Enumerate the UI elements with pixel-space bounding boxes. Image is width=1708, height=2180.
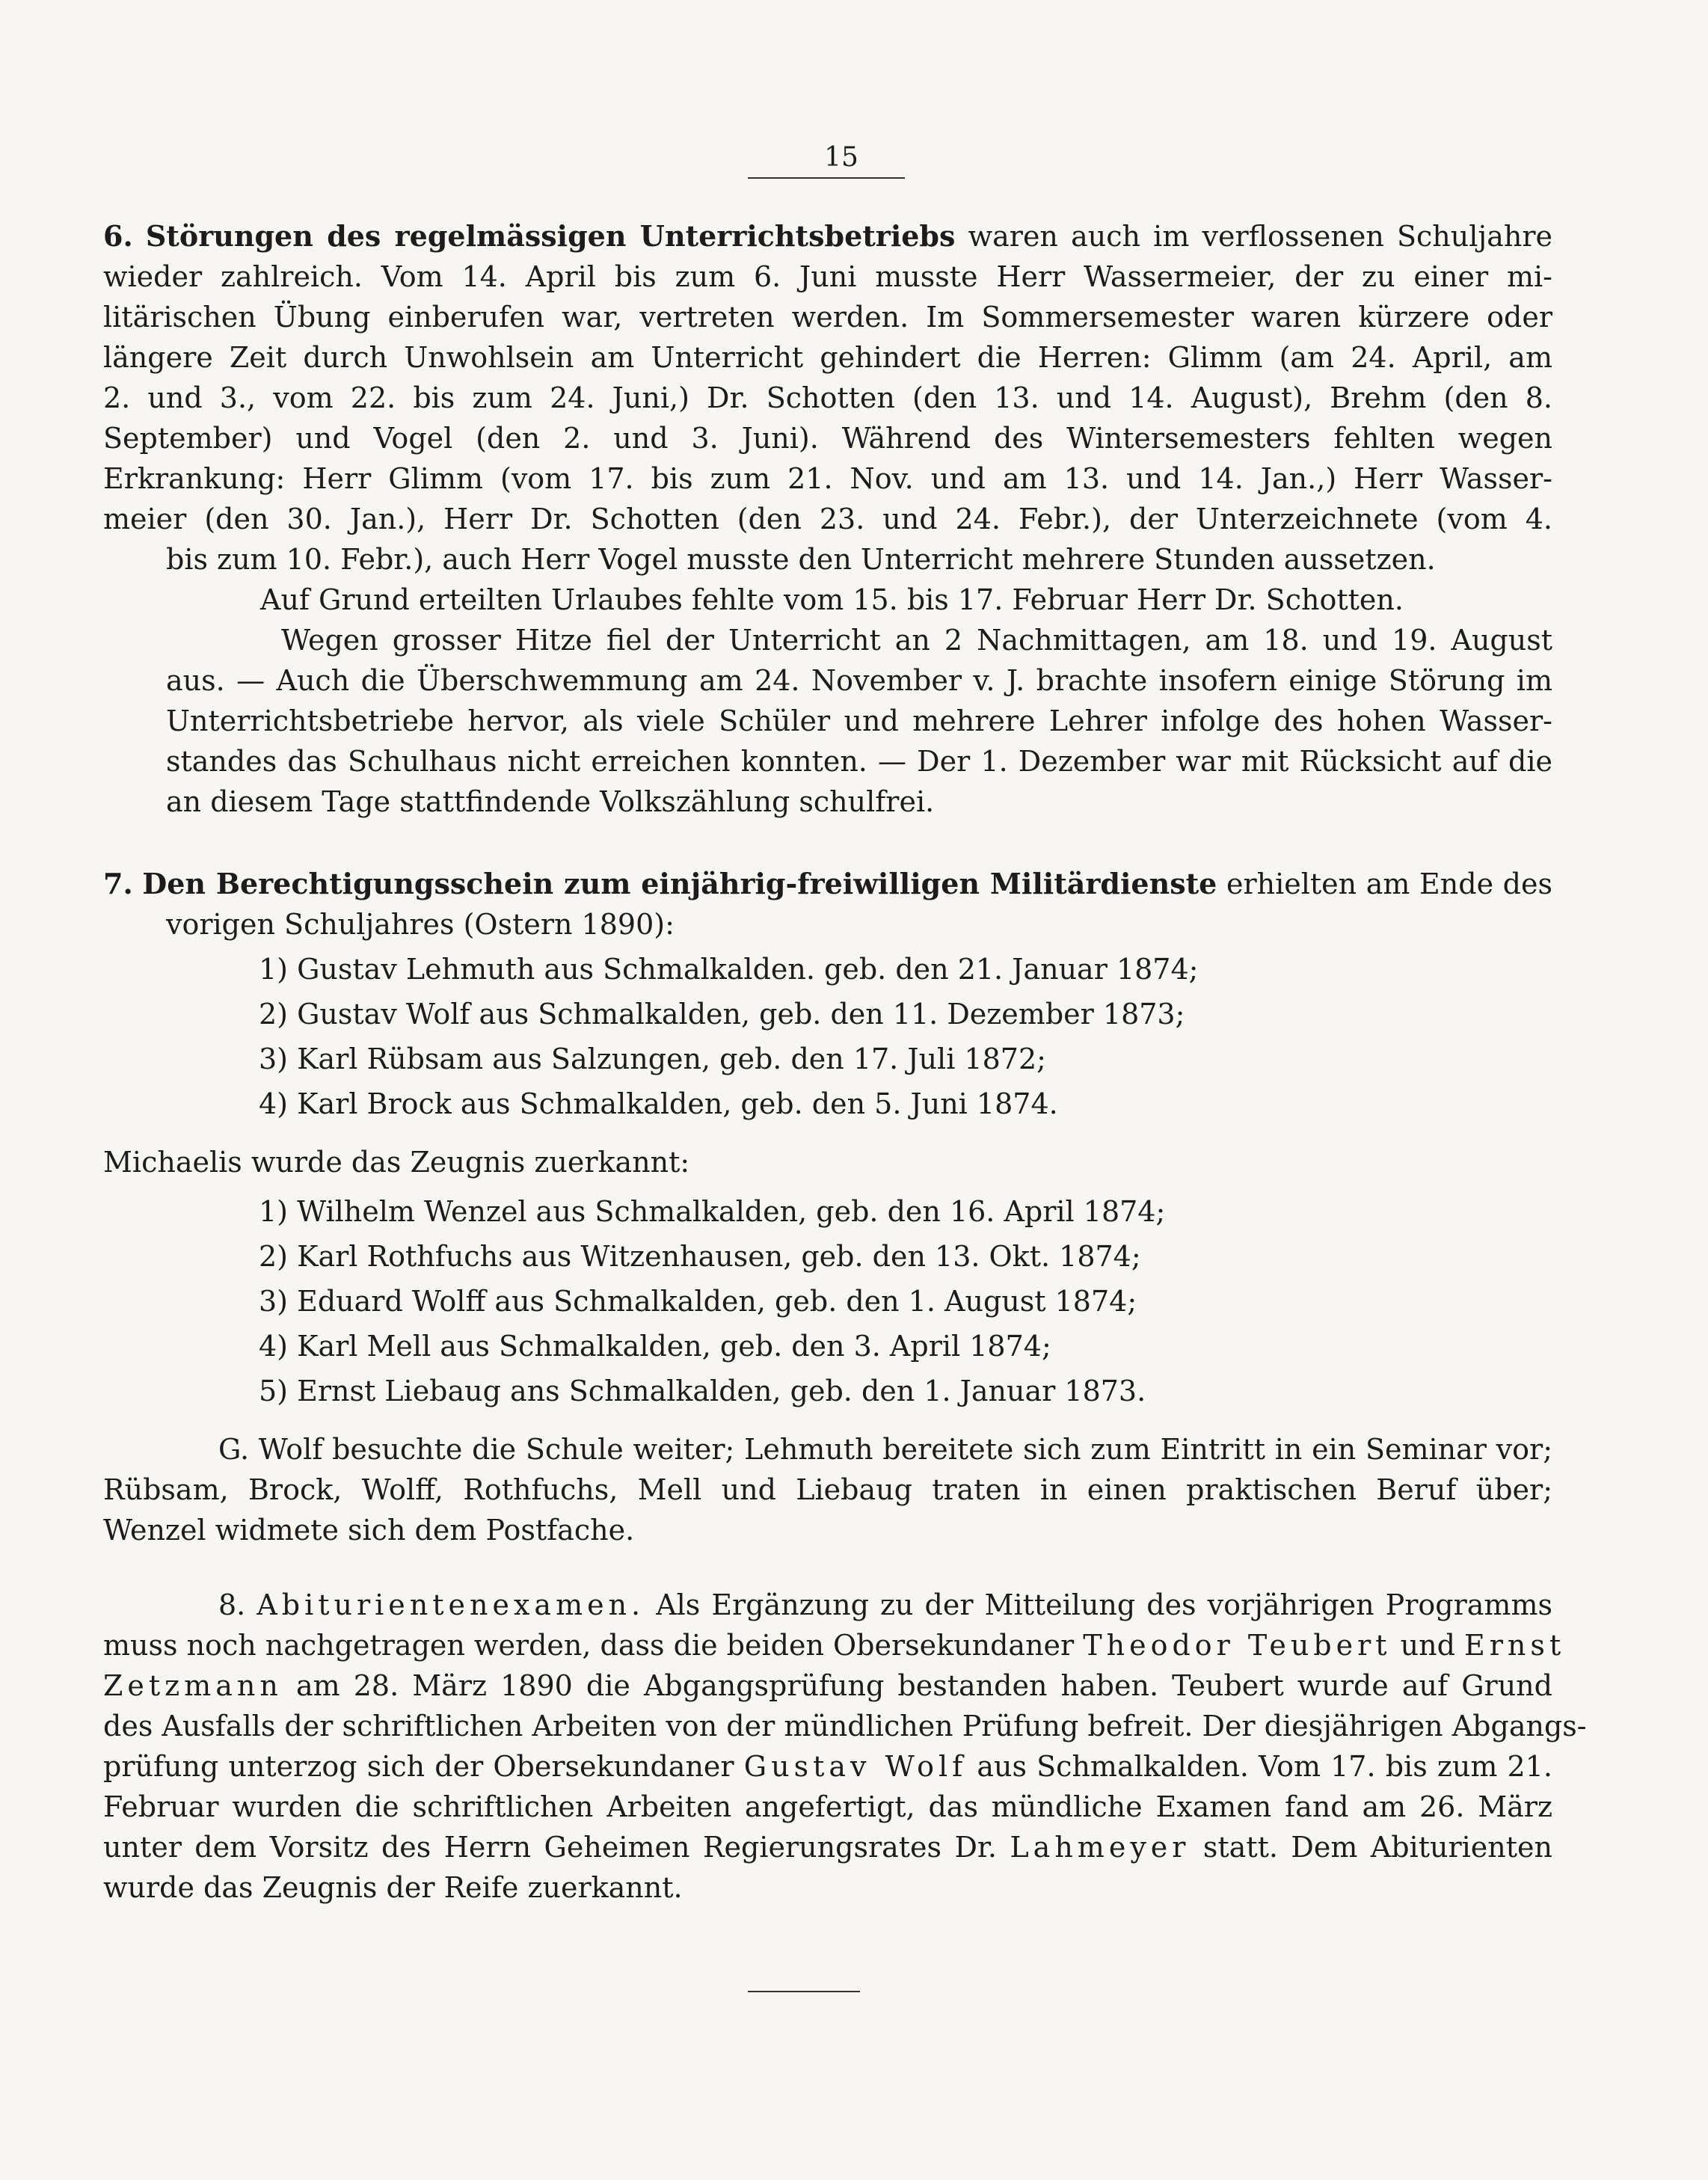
section8-name-zetzmann: Zetzmann (103, 1669, 283, 1702)
section6-para3-line: standes das Schulhaus nicht erreichen konnten. — Der 1. Dezember war mit Rücksicht auf die (166, 745, 1552, 778)
michaelis-list-item: 4) Karl Mell aus Schmalkalden, geb. den 3. April 1874; (259, 1330, 1051, 1363)
section7-line-2: vorigen Schuljahres (Ostern 1890): (166, 908, 675, 941)
section8-line5-b: aus Schmalkalden. Vom 17. bis zum 21. (977, 1750, 1552, 1783)
section6-text-line: litärischen Übung einberufen war, vertreten werden. Im Sommersemester waren kürzere oder (103, 301, 1552, 334)
section6-text-line: bis zum 10. Febr.), auch Herr Vogel musste den Unterricht mehrere Stunden aussetzen. (166, 543, 1436, 576)
section6-line1-rest: waren auch im verflossenen Schuljahre (968, 220, 1552, 253)
section8-name-lahmeyer: Lahmeyer (1010, 1831, 1191, 1864)
easter-list-item: 1) Gustav Lehmuth aus Schmalkalden. geb. den 21. Januar 1874; (259, 953, 1199, 986)
section6-text-line: Erkrankung: Herr Glimm (vom 17. bis zum 21. Nov. und am 13. und 14. Jan.,) Herr Wasser- (103, 462, 1552, 495)
section6-para3-line: Wegen grosser Hitze fiel der Unterricht an 2 Nachmittagen, am 18. und 19. August (281, 624, 1552, 657)
footer-rule (748, 1991, 860, 1992)
section6-heading: Störungen des regelmässigen Unterrichtsbetriebs (145, 219, 956, 253)
section8-line-8: wurde das Zeugnis der Reife zuerkannt. (103, 1871, 683, 1904)
section7-heading: Den Berechtigungsschein zum einjährig-freiwilligen Militärdienste (142, 867, 1217, 900)
section7-closing-line: Rübsam, Brock, Wolff, Rothfuchs, Mell und Liebaug traten in einen praktischen Beruf über; (103, 1473, 1552, 1506)
section8-line1-rest: Als Ergänzung zu der Mitteilung des vorjährigen Programms (656, 1588, 1552, 1621)
michaelis-list-item: 3) Eduard Wolff aus Schmalkalden, geb. den 1. August 1874; (259, 1285, 1137, 1318)
michaelis-list-item: 2) Karl Rothfuchs aus Witzenhausen, geb. den 13. Okt. 1874; (259, 1240, 1141, 1273)
michaelis-list-item: 1) Wilhelm Wenzel aus Schmalkalden, geb. den 16. April 1874; (259, 1195, 1166, 1228)
section6-text-line: 2. und 3., vom 22. bis zum 24. Juni,) Dr. Schotten (den 13. und 14. August), Brehm (den 8. (103, 381, 1552, 414)
michaelis-intro: Michaelis wurde das Zeugnis zuerkannt: (103, 1146, 690, 1179)
section8-line3-rest: am 28. März 1890 die Abgangsprüfung bestanden haben. Teubert wurde auf Grund (295, 1669, 1552, 1702)
section6-text-line: meier (den 30. Jan.), Herr Dr. Schotten (den 23. und 24. Febr.), der Unterzeichnete (vom 4. (103, 503, 1552, 535)
section8-name-wolf: Gustav Wolf (743, 1750, 968, 1783)
easter-list-item: 4) Karl Brock aus Schmalkalden, geb. den 5. Juni 1874. (259, 1087, 1058, 1120)
section8-line-3 (103, 1666, 1552, 1705)
section8-number: 8. (218, 1588, 246, 1621)
section8-line2-a: muss noch nachgetragen werden, dass die beiden Obersekundaner (103, 1629, 1075, 1662)
section7-closing-line: G. Wolf besuchte die Schule weiter; Lehmuth bereitete sich zum Eintritt in ein Seminar vor; (218, 1433, 1552, 1466)
section8-line-5 (103, 1747, 1552, 1786)
section6-text-line: längere Zeit durch Unwohlsein am Unterricht gehindert die Herren: Glimm (am 24. April, am (103, 341, 1552, 374)
section8-line-1 (218, 1585, 1552, 1624)
section8-heading: Abiturientenexamen. (256, 1588, 645, 1621)
section8-name-ernst: Ernst (1464, 1629, 1566, 1662)
section6-text-line: September) und Vogel (den 2. und 3. Juni). Während des Wintersemesters fehlten wegen (103, 422, 1552, 455)
section6-number: 6. (103, 219, 133, 253)
section6-para3-line: aus. — Auch die Überschwemmung am 24. November v. J. brachte insofern einige Störung im (166, 664, 1552, 697)
easter-list-item: 3) Karl Rübsam aus Salzungen, geb. den 17. Juli 1872; (259, 1043, 1046, 1075)
section7-number: 7. (103, 867, 133, 900)
section8-line-4: des Ausfalls der schriftlichen Arbeiten von der mündlichen Prüfung befreit. Der diesjährigen Abgangs- (103, 1710, 1587, 1743)
section8-line5-a: prüfung unterzog sich der Obersekundaner (103, 1750, 734, 1783)
header-rule (748, 177, 905, 179)
section6-text-line: wieder zahlreich. Vom 14. April bis zum 6. Juni musste Herr Wassermeier, der zu einer mi- (103, 260, 1552, 293)
section8-name-teubert: Theodor Teubert (1083, 1629, 1392, 1662)
section8-line7-b: statt. Dem Abiturienten (1202, 1831, 1552, 1864)
easter-list-item: 2) Gustav Wolf aus Schmalkalden, geb. den 11. Dezember 1873; (259, 998, 1185, 1031)
section7-line-1 (103, 865, 1552, 903)
section6-para2: Auf Grund erteilten Urlaubes fehlte vom 15. bis 17. Februar Herr Dr. Schotten. (260, 583, 1404, 616)
page-number: 15 (824, 142, 858, 173)
michaelis-list-item: 5) Ernst Liebaug ans Schmalkalden, geb. den 1. Januar 1873. (259, 1375, 1146, 1407)
section6-para3-line: Unterrichtsbetriebe hervor, als viele Schüler und mehrere Lehrer infolge des hohen Wasser- (166, 704, 1552, 737)
section6-line-1 (103, 217, 1552, 256)
section6-para3-line: an diesem Tage stattfindende Volkszählung schulfrei. (166, 785, 935, 818)
section8-line-2 (103, 1626, 1566, 1665)
section8-and: und (1400, 1629, 1455, 1662)
section7-closing-line: Wenzel widmete sich dem Postfache. (103, 1514, 635, 1547)
section8-line7-a: unter dem Vorsitz des Herrn Geheimen Regierungsrates Dr. (103, 1831, 997, 1864)
section8-line-7 (103, 1828, 1552, 1867)
section7-line1-rest: erhielten am Ende des (1226, 868, 1552, 900)
section8-line-6: Februar wurden die schriftlichen Arbeiten angefertigt, das mündliche Examen fand am 26. März (103, 1790, 1552, 1823)
